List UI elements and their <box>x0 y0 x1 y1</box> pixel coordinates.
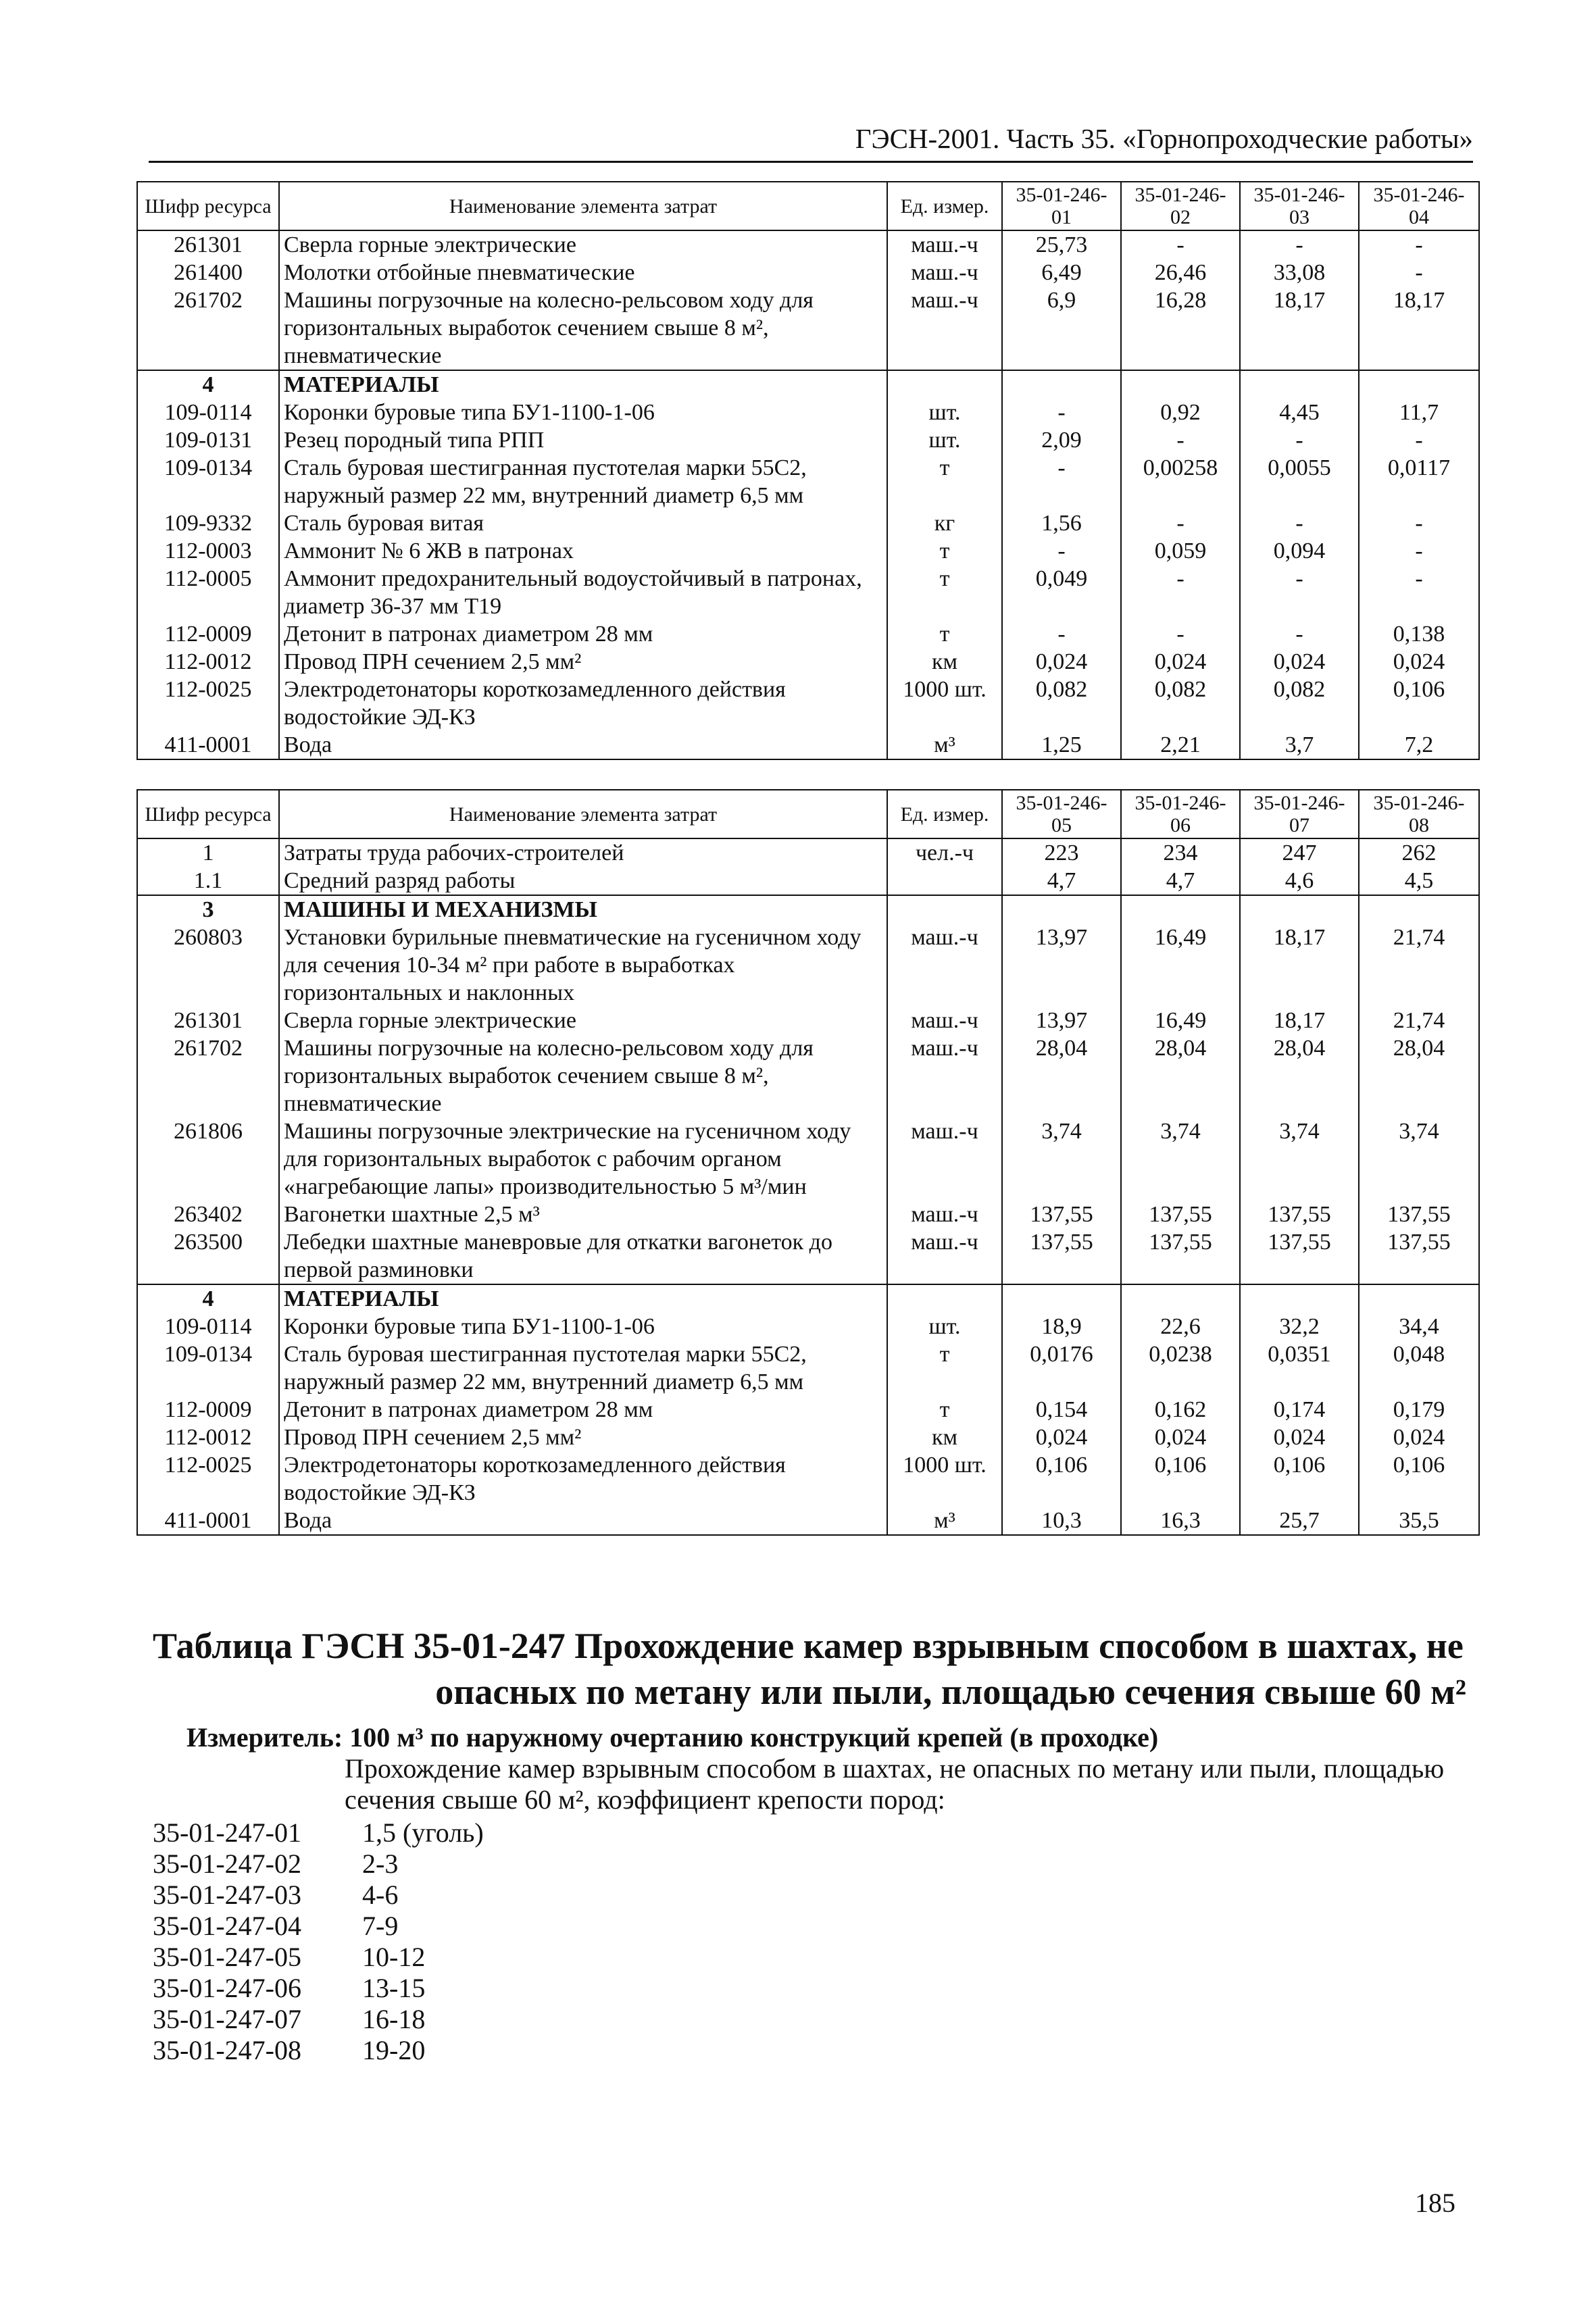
norm-code: 35-01-247-02 <box>153 1848 301 1879</box>
value-cell: - <box>1240 620 1359 648</box>
resource-code-cell: 4 <box>137 1284 279 1313</box>
unit-cell: маш.-ч <box>887 286 1002 370</box>
value-cell <box>1121 895 1240 924</box>
resource-code-cell: 112-0003 <box>137 537 279 565</box>
table-row <box>137 1451 1479 1507</box>
list-item <box>153 1848 484 1880</box>
value-cell: 0,00258 <box>1121 454 1240 509</box>
value-cell: - <box>1240 426 1359 454</box>
value-cell: - <box>1121 230 1240 259</box>
value-cell: 28,04 <box>1121 1034 1240 1117</box>
value-cell: 3,74 <box>1121 1117 1240 1201</box>
value-cell: - <box>1359 230 1479 259</box>
resource-code-cell: 112-0025 <box>137 1451 279 1507</box>
unit-cell <box>887 1284 1002 1313</box>
value-cell: 16,3 <box>1121 1507 1240 1535</box>
value-cell: 137,55 <box>1002 1201 1121 1228</box>
value-cell: 137,55 <box>1121 1228 1240 1284</box>
value-cell: - <box>1121 620 1240 648</box>
resource-name-cell: Провод ПРН сечением 2,5 мм² <box>279 1424 887 1451</box>
unit-cell: км <box>887 648 1002 676</box>
unit-cell: маш.-ч <box>887 1201 1002 1228</box>
value-cell: 21,74 <box>1359 924 1479 1007</box>
value-cell: 34,4 <box>1359 1313 1479 1340</box>
value-cell: 18,17 <box>1359 286 1479 370</box>
resource-name-cell: Электродетонаторы короткозамедленного действия водостойкие ЭД-КЗ <box>279 676 887 731</box>
unit-cell: шт. <box>887 426 1002 454</box>
resource-name-cell: Электродетонаторы короткозамедленного действия водостойкие ЭД-КЗ <box>279 1451 887 1507</box>
value-cell: 32,2 <box>1240 1313 1359 1340</box>
value-cell: 13,97 <box>1002 1007 1121 1034</box>
value-cell: 223 <box>1002 838 1121 867</box>
table-row <box>137 838 1479 867</box>
resource-name-cell: МАШИНЫ И МЕХАНИЗМЫ <box>279 895 887 924</box>
resource-code-cell: 112-0009 <box>137 620 279 648</box>
value-cell: 137,55 <box>1359 1201 1479 1228</box>
value-cell: 4,7 <box>1002 867 1121 895</box>
resource-code-cell: 411-0001 <box>137 1507 279 1535</box>
header-col: 35-01-246-01 <box>1002 182 1121 230</box>
value-cell: - <box>1002 399 1121 426</box>
value-cell <box>1240 1284 1359 1313</box>
unit-cell: т <box>887 1340 1002 1396</box>
table-row <box>137 1117 1479 1201</box>
header-col: 35-01-246-02 <box>1121 182 1240 230</box>
table-header-row <box>137 182 1479 230</box>
unit-cell: 1000 шт. <box>887 1451 1002 1507</box>
list-item <box>153 1911 484 1942</box>
value-cell: 16,49 <box>1121 1007 1240 1034</box>
resource-name-cell: Коронки буровые типа БУ1-1100-1-06 <box>279 399 887 426</box>
unit-cell: т <box>887 565 1002 620</box>
value-cell: 4,7 <box>1121 867 1240 895</box>
table-row <box>137 286 1479 370</box>
value-cell: 0,0238 <box>1121 1340 1240 1396</box>
value-cell: 137,55 <box>1359 1228 1479 1284</box>
resource-name-cell: МАТЕРИАЛЫ <box>279 370 887 399</box>
unit-cell: т <box>887 454 1002 509</box>
table-row <box>137 1396 1479 1424</box>
resource-code-cell: 112-0025 <box>137 676 279 731</box>
value-cell: 16,49 <box>1121 924 1240 1007</box>
header-col: 35-01-246-06 <box>1121 790 1240 838</box>
resource-name-cell: Коронки буровые типа БУ1-1100-1-06 <box>279 1313 887 1340</box>
table-row <box>137 537 1479 565</box>
unit-cell: т <box>887 620 1002 648</box>
table-row <box>137 1424 1479 1451</box>
value-cell: 28,04 <box>1240 1034 1359 1117</box>
value-cell: 25,73 <box>1002 230 1121 259</box>
resource-name-cell: Вагонетки шахтные 2,5 м³ <box>279 1201 887 1228</box>
value-cell: - <box>1240 509 1359 537</box>
value-cell: 21,74 <box>1359 1007 1479 1034</box>
section-title-line2: опасных по метану или пыли, площадью сечения свыше 60 м² <box>435 1671 1466 1712</box>
value-cell: 0,0176 <box>1002 1340 1121 1396</box>
section-description: Прохождение камер взрывным способом в шахтах, не опасных по метану или пыли, площадью сечения свыше 60 м², коэффициент крепости пород: <box>345 1753 1445 1815</box>
resource-name-cell: Вода <box>279 731 887 759</box>
value-cell: - <box>1359 537 1479 565</box>
value-cell <box>1002 895 1121 924</box>
value-cell: 137,55 <box>1002 1228 1121 1284</box>
resource-code-cell: 4 <box>137 370 279 399</box>
header-col: 35-01-246-04 <box>1359 182 1479 230</box>
value-cell: - <box>1359 509 1479 537</box>
resource-name-cell: Средний разряд работы <box>279 867 887 895</box>
unit-cell: м³ <box>887 731 1002 759</box>
value-cell: 0,024 <box>1002 648 1121 676</box>
value-cell: 4,45 <box>1240 399 1359 426</box>
value-cell: 4,5 <box>1359 867 1479 895</box>
value-cell: - <box>1240 230 1359 259</box>
resource-name-cell: Затраты труда рабочих-строителей <box>279 838 887 867</box>
unit-cell: маш.-ч <box>887 1007 1002 1034</box>
value-cell: 26,46 <box>1121 259 1240 286</box>
unit-cell: кг <box>887 509 1002 537</box>
value-cell: 3,7 <box>1240 731 1359 759</box>
value-cell: 33,08 <box>1240 259 1359 286</box>
value-cell: 10,3 <box>1002 1507 1121 1535</box>
value-cell <box>1240 895 1359 924</box>
table-row <box>137 1007 1479 1034</box>
resource-name-cell: Машины погрузочные электрические на гусеничном ходу для горизонтальных выработок с рабочим органом «нагребающие лапы» производительностью 5 м³/мин <box>279 1117 887 1201</box>
header-col: 35-01-246-03 <box>1240 182 1359 230</box>
table-row <box>137 370 1479 399</box>
table-row <box>137 1284 1479 1313</box>
section-meter: Измеритель: 100 м³ по наружному очертанию конструкций крепей (в проходке) <box>186 1722 1159 1753</box>
unit-cell: маш.-ч <box>887 230 1002 259</box>
resource-name-cell: Машины погрузочные на колесно-рельсовом ходу для горизонтальных выработок сечением свыше 8 м², пневматические <box>279 286 887 370</box>
value-cell: 18,9 <box>1002 1313 1121 1340</box>
table-row <box>137 565 1479 620</box>
norm-code-value: 1,5 (уголь) <box>362 1817 484 1848</box>
norm-code-value: 16-18 <box>362 2004 426 2034</box>
unit-cell <box>887 370 1002 399</box>
list-item <box>153 2035 484 2066</box>
value-cell: 11,7 <box>1359 399 1479 426</box>
table-body <box>137 838 1479 1535</box>
value-cell: 0,106 <box>1359 676 1479 731</box>
unit-cell: т <box>887 537 1002 565</box>
list-item <box>153 1973 484 2004</box>
value-cell: 0,0117 <box>1359 454 1479 509</box>
section-title-line1: Таблица ГЭСН 35-01-247 Прохождение камер взрывным способом в шахтах, не <box>153 1626 1464 1666</box>
header-name: Наименование элемента затрат <box>279 790 887 838</box>
value-cell: 247 <box>1240 838 1359 867</box>
unit-cell: чел.-ч <box>887 838 1002 867</box>
table-row <box>137 731 1479 759</box>
value-cell: 3,74 <box>1240 1117 1359 1201</box>
header-name: Наименование элемента затрат <box>279 182 887 230</box>
resource-name-cell: Сталь буровая шестигранная пустотелая марки 55С2, наружный размер 22 мм, внутренний диаметр 6,5 мм <box>279 1340 887 1396</box>
value-cell: 6,49 <box>1002 259 1121 286</box>
value-cell <box>1002 1284 1121 1313</box>
norm-code: 35-01-247-05 <box>153 1942 301 1972</box>
resource-name-cell: Аммонит № 6 ЖВ в патронах <box>279 537 887 565</box>
norm-code-value: 10-12 <box>362 1942 426 1972</box>
unit-cell <box>887 895 1002 924</box>
header-unit: Ед. измер. <box>887 790 1002 838</box>
header-code: Шифр ресурса <box>137 182 279 230</box>
resource-code-cell: 112-0009 <box>137 1396 279 1424</box>
value-cell <box>1240 370 1359 399</box>
value-cell: 137,55 <box>1121 1201 1240 1228</box>
value-cell: 0,082 <box>1240 676 1359 731</box>
value-cell: - <box>1121 565 1240 620</box>
value-cell: 0,024 <box>1359 648 1479 676</box>
value-cell: 2,21 <box>1121 731 1240 759</box>
value-cell: 0,082 <box>1002 676 1121 731</box>
value-cell <box>1002 370 1121 399</box>
value-cell: - <box>1002 620 1121 648</box>
value-cell: 18,17 <box>1240 924 1359 1007</box>
resource-code-cell: 1.1 <box>137 867 279 895</box>
unit-cell: маш.-ч <box>887 1228 1002 1284</box>
resource-code-cell: 260803 <box>137 924 279 1007</box>
norm-code-value: 7-9 <box>362 1911 399 1941</box>
resource-code-cell: 261806 <box>137 1117 279 1201</box>
value-cell: 0,094 <box>1240 537 1359 565</box>
table-row <box>137 454 1479 509</box>
resource-table-246-05-08 <box>136 789 1480 1536</box>
resource-name-cell: Аммонит предохранительный водоустойчивый в патронах, диаметр 36-37 мм Т19 <box>279 565 887 620</box>
resource-code-cell: 261301 <box>137 230 279 259</box>
header-col: 35-01-246-08 <box>1359 790 1479 838</box>
resource-name-cell: Детонит в патронах диаметром 28 мм <box>279 1396 887 1424</box>
unit-cell: м³ <box>887 1507 1002 1535</box>
value-cell: 0,174 <box>1240 1396 1359 1424</box>
value-cell: 0,082 <box>1121 676 1240 731</box>
resource-code-cell: 411-0001 <box>137 731 279 759</box>
value-cell: 6,9 <box>1002 286 1121 370</box>
resource-code-cell: 109-0131 <box>137 426 279 454</box>
unit-cell <box>887 867 1002 895</box>
norm-code-value: 4-6 <box>362 1880 399 1910</box>
value-cell <box>1121 370 1240 399</box>
unit-cell: маш.-ч <box>887 1117 1002 1201</box>
norm-code-value: 13-15 <box>362 1973 426 2003</box>
norm-code-value: 19-20 <box>362 2035 426 2065</box>
value-cell: 234 <box>1121 838 1240 867</box>
unit-cell: т <box>887 1396 1002 1424</box>
norm-codes-list <box>153 1817 484 2066</box>
resource-name-cell: Вода <box>279 1507 887 1535</box>
resource-code-cell: 112-0012 <box>137 1424 279 1451</box>
table-row <box>137 895 1479 924</box>
resource-name-cell: Молотки отбойные пневматические <box>279 259 887 286</box>
norm-code: 35-01-247-08 <box>153 2035 301 2065</box>
resource-code-cell: 109-0114 <box>137 1313 279 1340</box>
value-cell: 22,6 <box>1121 1313 1240 1340</box>
resource-code-cell: 261702 <box>137 286 279 370</box>
value-cell: 28,04 <box>1002 1034 1121 1117</box>
value-cell: 1,25 <box>1002 731 1121 759</box>
table-row <box>137 648 1479 676</box>
value-cell: - <box>1002 537 1121 565</box>
table-row <box>137 509 1479 537</box>
value-cell: 2,09 <box>1002 426 1121 454</box>
resource-code-cell: 261400 <box>137 259 279 286</box>
value-cell: 0,106 <box>1240 1451 1359 1507</box>
value-cell: 18,17 <box>1240 1007 1359 1034</box>
table-row <box>137 1034 1479 1117</box>
header-col: 35-01-246-07 <box>1240 790 1359 838</box>
value-cell: 0,179 <box>1359 1396 1479 1424</box>
resource-name-cell: Сверла горные электрические <box>279 1007 887 1034</box>
header-col: 35-01-246-05 <box>1002 790 1121 838</box>
table-row <box>137 867 1479 895</box>
resource-code-cell: 109-9332 <box>137 509 279 537</box>
value-cell: 7,2 <box>1359 731 1479 759</box>
resource-code-cell: 3 <box>137 895 279 924</box>
value-cell: - <box>1240 565 1359 620</box>
value-cell: 137,55 <box>1240 1201 1359 1228</box>
table-row <box>137 399 1479 426</box>
unit-cell: шт. <box>887 399 1002 426</box>
resource-code-cell: 1 <box>137 838 279 867</box>
value-cell: 0,106 <box>1002 1451 1121 1507</box>
value-cell: 3,74 <box>1002 1117 1121 1201</box>
table-row <box>137 676 1479 731</box>
value-cell: - <box>1359 259 1479 286</box>
header-unit: Ед. измер. <box>887 182 1002 230</box>
value-cell: - <box>1359 426 1479 454</box>
value-cell: 262 <box>1359 838 1479 867</box>
table-row <box>137 1313 1479 1340</box>
norm-code: 35-01-247-01 <box>153 1817 301 1848</box>
value-cell: 0,048 <box>1359 1340 1479 1396</box>
value-cell: 0,106 <box>1359 1451 1479 1507</box>
value-cell: - <box>1121 426 1240 454</box>
value-cell: - <box>1359 565 1479 620</box>
norm-code-value: 2-3 <box>362 1848 399 1879</box>
table-row <box>137 1228 1479 1284</box>
resource-code-cell: 109-0134 <box>137 454 279 509</box>
value-cell: 0,059 <box>1121 537 1240 565</box>
resource-code-cell: 109-0114 <box>137 399 279 426</box>
list-item <box>153 1817 484 1848</box>
header-code: Шифр ресурса <box>137 790 279 838</box>
resource-name-cell: Детонит в патронах диаметром 28 мм <box>279 620 887 648</box>
table-row <box>137 230 1479 259</box>
table-row <box>137 426 1479 454</box>
table-row <box>137 620 1479 648</box>
table-body <box>137 230 1479 759</box>
value-cell: 0,024 <box>1121 648 1240 676</box>
value-cell: 3,74 <box>1359 1117 1479 1201</box>
page-number: 185 <box>1415 2188 1455 2218</box>
value-cell: 0,92 <box>1121 399 1240 426</box>
list-item <box>153 1942 484 1973</box>
unit-cell: маш.-ч <box>887 1034 1002 1117</box>
unit-cell: маш.-ч <box>887 924 1002 1007</box>
value-cell: 4,6 <box>1240 867 1359 895</box>
value-cell: 25,7 <box>1240 1507 1359 1535</box>
resource-code-cell: 112-0005 <box>137 565 279 620</box>
value-cell: 0,138 <box>1359 620 1479 648</box>
value-cell: 13,97 <box>1002 924 1121 1007</box>
resource-name-cell: Лебедки шахтные маневровые для откатки вагонеток до первой разминовки <box>279 1228 887 1284</box>
list-item <box>153 1880 484 1911</box>
resource-name-cell: Машины погрузочные на колесно-рельсовом ходу для горизонтальных выработок сечением свыше 8 м², пневматические <box>279 1034 887 1117</box>
value-cell: 0,154 <box>1002 1396 1121 1424</box>
norm-code: 35-01-247-06 <box>153 1973 301 2003</box>
value-cell: 35,5 <box>1359 1507 1479 1535</box>
resource-name-cell: Установки бурильные пневматические на гусеничном ходу для сечения 10-34 м² при работе в выработках горизонтальных и наклонных <box>279 924 887 1007</box>
value-cell <box>1359 895 1479 924</box>
unit-cell: шт. <box>887 1313 1002 1340</box>
table-row <box>137 259 1479 286</box>
resource-code-cell: 263402 <box>137 1201 279 1228</box>
value-cell: - <box>1002 454 1121 509</box>
unit-cell: маш.-ч <box>887 259 1002 286</box>
value-cell: 0,162 <box>1121 1396 1240 1424</box>
value-cell: 0,049 <box>1002 565 1121 620</box>
value-cell: 0,106 <box>1121 1451 1240 1507</box>
resource-name-cell: МАТЕРИАЛЫ <box>279 1284 887 1313</box>
table-header-row <box>137 790 1479 838</box>
value-cell: 0,024 <box>1002 1424 1121 1451</box>
table-row <box>137 1340 1479 1396</box>
norm-code: 35-01-247-07 <box>153 2004 301 2034</box>
value-cell: 0,0055 <box>1240 454 1359 509</box>
list-item <box>153 2004 484 2035</box>
value-cell: 0,024 <box>1240 648 1359 676</box>
value-cell: 0,024 <box>1240 1424 1359 1451</box>
norm-code: 35-01-247-03 <box>153 1880 301 1910</box>
value-cell: 0,024 <box>1121 1424 1240 1451</box>
resource-code-cell: 261301 <box>137 1007 279 1034</box>
unit-cell: км <box>887 1424 1002 1451</box>
resource-name-cell: Сталь буровая шестигранная пустотелая марки 55С2, наружный размер 22 мм, внутренний диаметр 6,5 мм <box>279 454 887 509</box>
value-cell: 18,17 <box>1240 286 1359 370</box>
norm-code: 35-01-247-04 <box>153 1911 301 1941</box>
value-cell: 16,28 <box>1121 286 1240 370</box>
resource-code-cell: 112-0012 <box>137 648 279 676</box>
value-cell: 0,024 <box>1359 1424 1479 1451</box>
resource-code-cell: 263500 <box>137 1228 279 1284</box>
resource-name-cell: Сверла горные электрические <box>279 230 887 259</box>
resource-code-cell: 261702 <box>137 1034 279 1117</box>
resource-name-cell: Сталь буровая витая <box>279 509 887 537</box>
resource-name-cell: Резец породный типа РПП <box>279 426 887 454</box>
value-cell: - <box>1121 509 1240 537</box>
table-row <box>137 924 1479 1007</box>
table-row <box>137 1201 1479 1228</box>
value-cell: 28,04 <box>1359 1034 1479 1117</box>
resource-table-246-01-04 <box>136 181 1480 760</box>
running-header: ГЭСН-2001. Часть 35. «Горнопроходческие работы» <box>149 122 1473 163</box>
table-row <box>137 1507 1479 1535</box>
value-cell: 137,55 <box>1240 1228 1359 1284</box>
value-cell <box>1121 1284 1240 1313</box>
value-cell <box>1359 370 1479 399</box>
resource-code-cell: 109-0134 <box>137 1340 279 1396</box>
value-cell: 0,0351 <box>1240 1340 1359 1396</box>
unit-cell: 1000 шт. <box>887 676 1002 731</box>
value-cell <box>1359 1284 1479 1313</box>
resource-name-cell: Провод ПРН сечением 2,5 мм² <box>279 648 887 676</box>
value-cell: 1,56 <box>1002 509 1121 537</box>
